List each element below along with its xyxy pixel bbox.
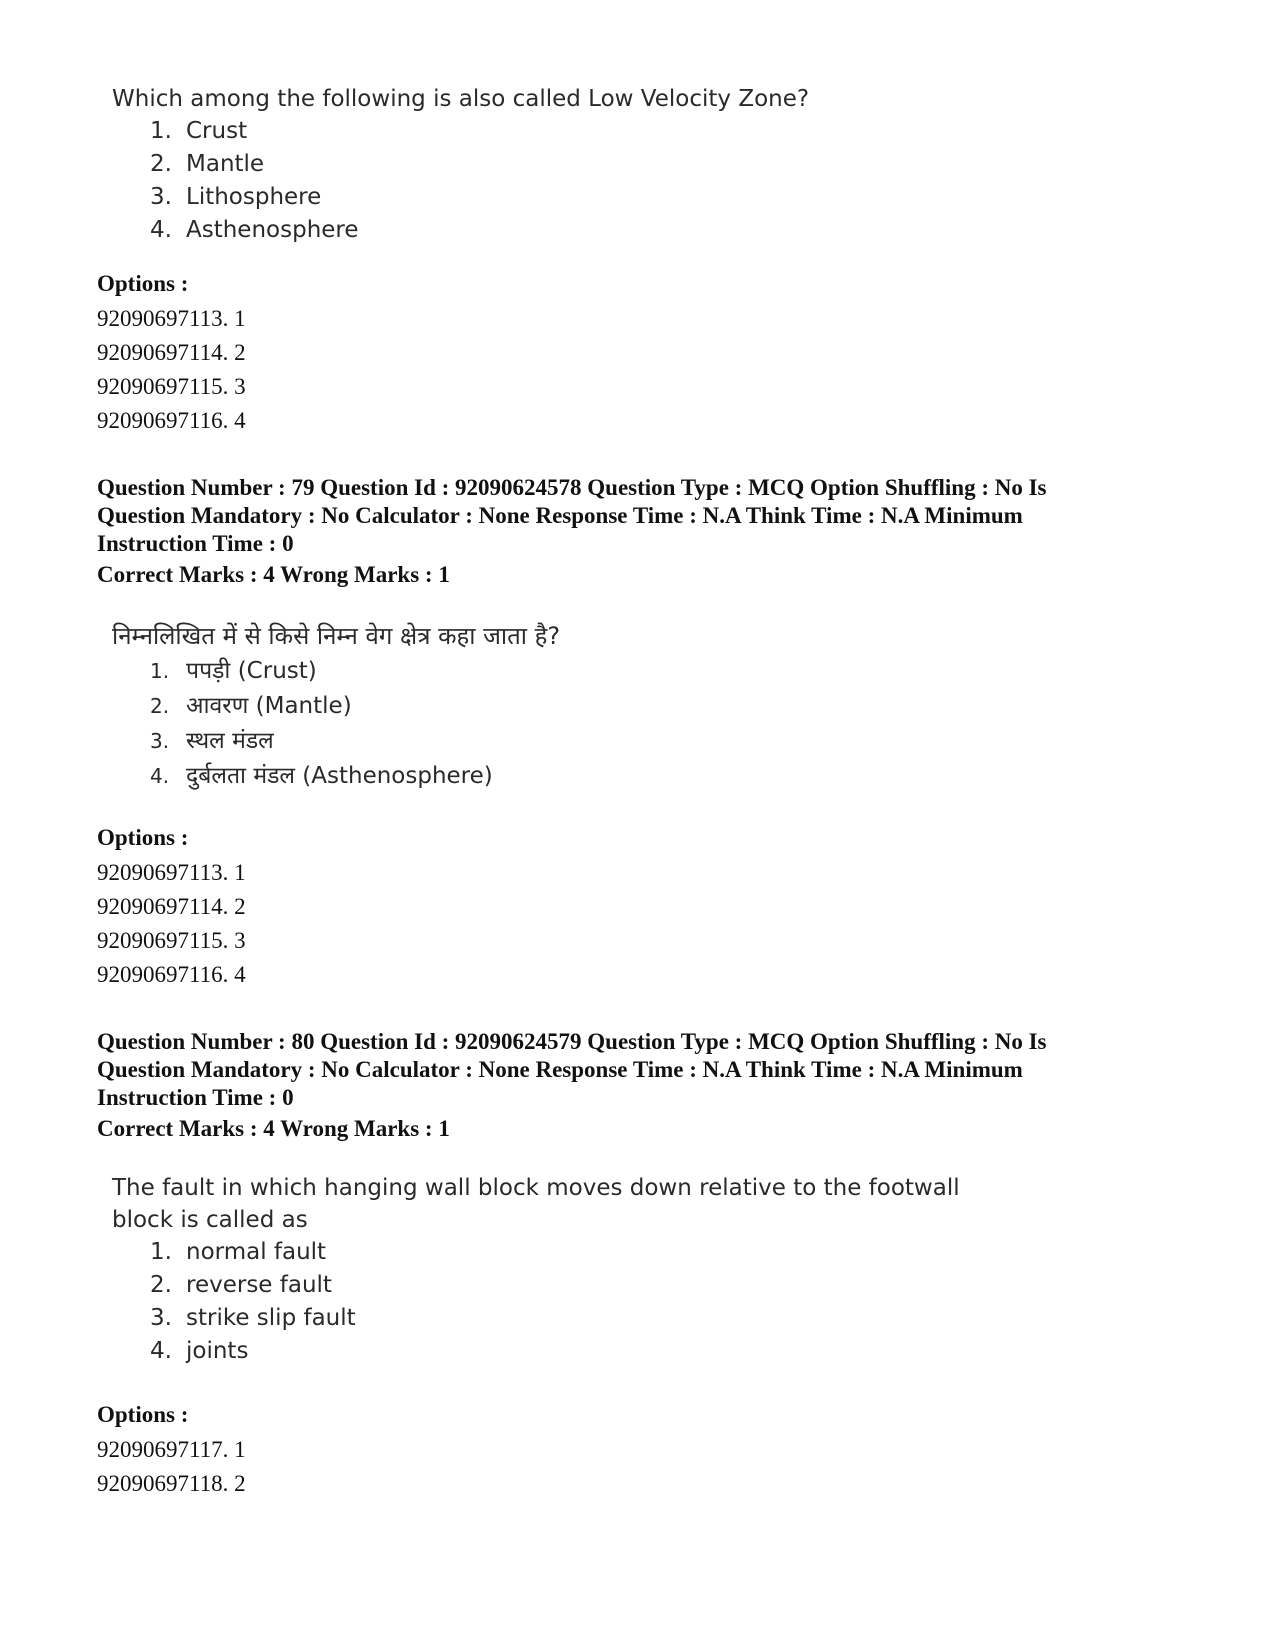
- choice-text: दुर्बलता मंडल (Asthenosphere): [186, 763, 493, 789]
- choice-number: 2.: [150, 694, 170, 718]
- choice-number: 3.: [150, 184, 172, 210]
- choice-list: [112, 654, 560, 794]
- choice-list: [112, 115, 809, 247]
- choice-number: 2.: [150, 1272, 172, 1298]
- choice-text: Crust: [186, 118, 248, 144]
- choice-text: पपड़ी (Crust): [186, 658, 317, 684]
- option-id: 92090697115. 3: [97, 374, 246, 399]
- choice-number: 1.: [150, 118, 172, 144]
- question-79-marks: Correct Marks : 4 Wrong Marks : 1: [97, 562, 450, 587]
- choice-number: 4.: [150, 1338, 172, 1364]
- choice-text: Mantle: [186, 151, 265, 177]
- meta-line: Question Number : 79 Question Id : 92090624578 Question Type : MCQ Option Shuffling : No Is: [97, 475, 1047, 500]
- choice-number: 1.: [150, 659, 170, 683]
- choice-number: 3.: [150, 1305, 172, 1331]
- choice-item: [150, 115, 809, 148]
- choice-item: [150, 1236, 960, 1269]
- choice-number: 3.: [150, 729, 170, 753]
- options-block-78: [97, 268, 246, 438]
- options-block-79: [97, 822, 246, 992]
- meta-line: Instruction Time : 0: [97, 1085, 294, 1110]
- options-block-80: [97, 1399, 246, 1501]
- question-79-body: [112, 618, 560, 794]
- choice-number: 1.: [150, 1239, 172, 1265]
- choice-item: [150, 214, 809, 247]
- options-label: Options :: [97, 1402, 189, 1427]
- options-label: Options :: [97, 271, 189, 296]
- choice-text: आवरण (Mantle): [186, 693, 352, 719]
- option-id: 92090697116. 4: [97, 962, 246, 987]
- question-stem: The fault in which hanging wall block moves down relative to the footwall: [112, 1175, 960, 1201]
- choice-item: [150, 759, 560, 794]
- question-stem: Which among the following is also called Low Velocity Zone?: [112, 86, 810, 112]
- meta-line: Question Mandatory : No Calculator : None Response Time : N.A Think Time : N.A Minimum: [97, 503, 1023, 528]
- meta-line: Question Number : 80 Question Id : 92090624579 Question Type : MCQ Option Shuffling : No Is: [97, 1029, 1047, 1054]
- choice-item: [150, 181, 809, 214]
- choice-text: joints: [186, 1338, 249, 1364]
- option-id: 92090697114. 2: [97, 894, 246, 919]
- choice-item: [150, 689, 560, 724]
- choice-number: 4.: [150, 764, 170, 788]
- choice-item: [150, 148, 809, 181]
- option-id: 92090697115. 3: [97, 928, 246, 953]
- choice-text: Lithosphere: [186, 184, 322, 210]
- choice-text: normal fault: [186, 1239, 327, 1265]
- choice-item: [150, 1269, 960, 1302]
- option-id: 92090697113. 1: [97, 306, 246, 331]
- choice-number: 4.: [150, 217, 172, 243]
- option-id: 92090697117. 1: [97, 1437, 246, 1462]
- choice-text: strike slip fault: [186, 1305, 356, 1331]
- option-id: 92090697116. 4: [97, 408, 246, 433]
- option-id: 92090697118. 2: [97, 1471, 246, 1496]
- choice-text: स्थल मंडल: [186, 728, 274, 754]
- question-78-body: [112, 83, 809, 247]
- question-80-meta: [97, 1028, 1197, 1112]
- choice-item: [150, 654, 560, 689]
- option-id: 92090697113. 1: [97, 860, 246, 885]
- meta-line: Instruction Time : 0: [97, 531, 294, 556]
- choice-number: 2.: [150, 151, 172, 177]
- choice-item: [150, 724, 560, 759]
- choice-list: [112, 1236, 960, 1368]
- options-label: Options :: [97, 825, 189, 850]
- choice-text: Asthenosphere: [186, 217, 359, 243]
- question-79-meta: [97, 474, 1197, 558]
- question-80-marks: Correct Marks : 4 Wrong Marks : 1: [97, 1116, 450, 1141]
- question-stem: निम्नलिखित में से किसे निम्न वेग क्षेत्र कहा जाता है?: [112, 622, 561, 650]
- question-80-body: [112, 1172, 960, 1368]
- choice-item: [150, 1302, 960, 1335]
- choice-item: [150, 1335, 960, 1368]
- meta-line: Question Mandatory : No Calculator : None Response Time : N.A Think Time : N.A Minimum: [97, 1057, 1023, 1082]
- choice-text: reverse fault: [186, 1272, 332, 1298]
- question-stem-cont: block is called as: [112, 1207, 308, 1233]
- option-id: 92090697114. 2: [97, 340, 246, 365]
